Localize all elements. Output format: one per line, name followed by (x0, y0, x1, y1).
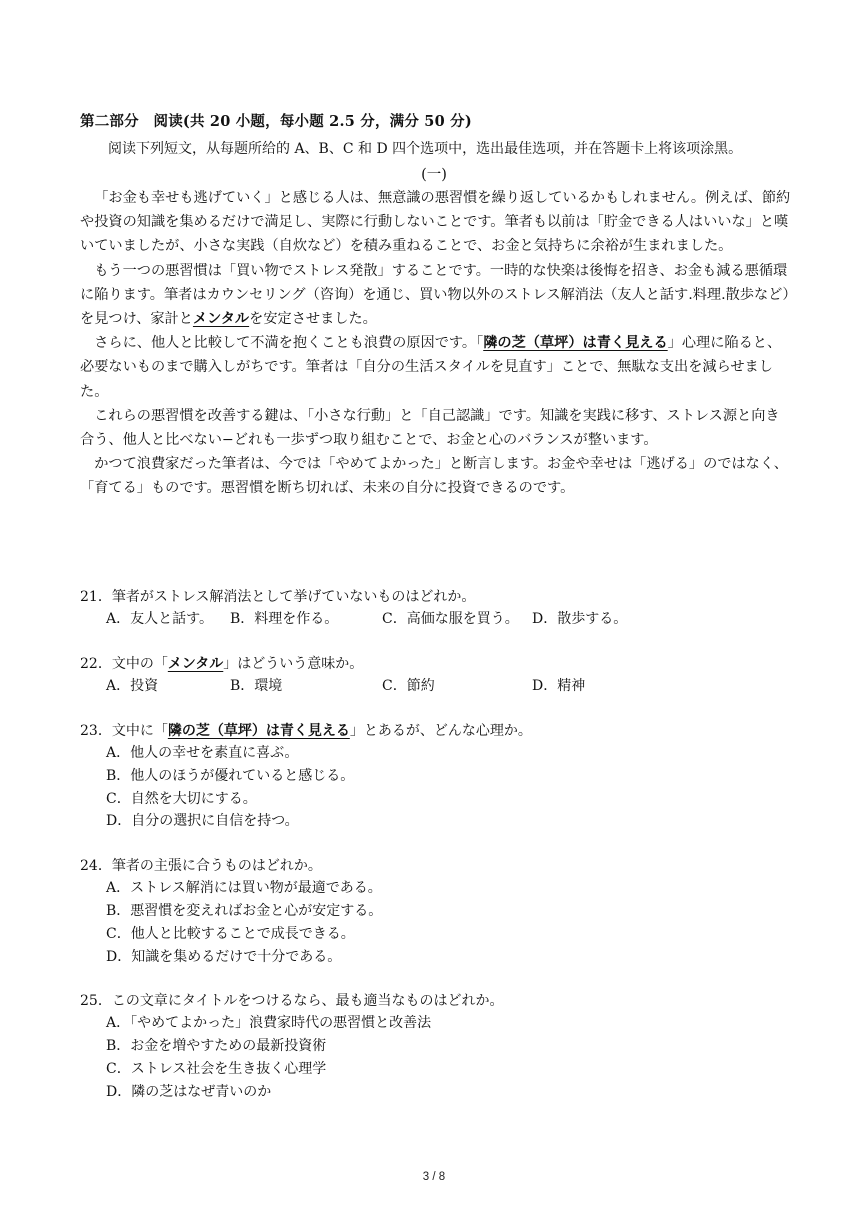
option-b: B．悪習慣を変えればお金と心が安定する。 (106, 902, 383, 919)
option-a: A．友人と話す。 (106, 611, 213, 627)
question-22 (80, 653, 792, 698)
option-a: A．投資 (106, 678, 159, 694)
underlined-term-mental: メンタル (167, 656, 224, 672)
option-c: C．ストレス社会を生き抜く心理学 (106, 1060, 327, 1077)
question-stem: 24．筆者の主張に合うものはどれか。 (80, 858, 322, 875)
stem-text: 22．文中の「 (80, 656, 168, 672)
page-number: 3 / 8 (422, 1171, 446, 1183)
question-21 (80, 586, 792, 631)
underlined-term-idiom: 隣の芝（草坪）は青く見える (167, 723, 350, 739)
question-25 (80, 990, 792, 1103)
paragraph-text: 」心理に陥ると、必要ないものまで購入しがちです。筆者は「自分の生活スタイルを見直す」ことで、無駄な支出を減らせました。 (80, 335, 782, 400)
option-c: C．節約 (382, 678, 435, 694)
option-d: D．隣の芝はなぜ青いのか (106, 1083, 272, 1100)
underlined-term-idiom: 隣の芝（草坪）は青く見える (483, 335, 668, 352)
underlined-term-mental: メンタル (192, 311, 250, 328)
stem-text: 23．文中に「 (80, 723, 168, 739)
question-options (80, 742, 792, 833)
option-b: B．他人のほうが優れていると感じる。 (106, 767, 355, 784)
passage-paragraph-5: かつて浪費家だった筆者は、今では「やめてよかった」と断言します。お金や幸せは「逃げる」のではなく、「育てる」ものです。悪習慣を断ち切れば、未来の自分に投資できるのです。 (80, 456, 788, 497)
reading-passage (80, 186, 792, 501)
question-list (80, 586, 792, 1126)
option-a: A．ストレス解消には買い物が最適である。 (106, 880, 382, 897)
reading-instructions: 阅读下列短文，从每题所给的 A、B、C 和 D 四个选项中，选出最佳选项，并在答题卡上将该项涂黑。 (108, 141, 743, 157)
paragraph-text: もう一つの悪習慣は「買い物でストレス発散」することです。一時的な快楽は後悔を招き、お金も減る悪循環に陥ります。筆者はカウンセリング（咨询）を通じ、買い物以外のストレス解消法（友人と話す.料理.散歩など）を見つけ、家計と (80, 262, 790, 328)
option-d: D．自分の選択に自信を持つ。 (106, 813, 299, 830)
option-c: C．他人と比較することで成長できる。 (106, 925, 355, 942)
section-title: 第二部分 阅读(共 20 小题，每小题 2.5 分，满分 50 分) (80, 113, 472, 130)
option-a: A．「やめてよかった」浪費家時代の悪習慣と改善法 (106, 1015, 432, 1032)
question-options (80, 877, 792, 968)
stem-text: 」はどういう意味か。 (223, 656, 364, 672)
passage-number: (一) (421, 167, 447, 183)
paragraph-text: さらに、他人と比較して不満を抱くことも浪費の原因です。「 (94, 335, 484, 352)
option-c: C．自然を大切にする。 (106, 790, 257, 807)
option-d: D．散歩する。 (532, 611, 628, 627)
passage-paragraph-2 (80, 259, 792, 332)
question-24 (80, 855, 792, 968)
stem-text: 」とあるが、どんな心理か。 (349, 723, 532, 739)
paragraph-text: を安定させました。 (249, 311, 377, 328)
question-stem (80, 720, 792, 742)
option-d: D．精神 (532, 678, 586, 694)
question-options (80, 1012, 792, 1103)
passage-paragraph-3 (80, 331, 792, 404)
passage-paragraph-1: 「お金も幸せも逃げていく」と感じる人は、無意識の悪習慣を繰り返しているかもしれません。例えば、節約や投資の知識を集めるだけで満足し、実際に行動しないことです。筆者も以前は「貯金できる人はいいな」と嘆いていましたが、小さな実践（自炊など）を積み重ねることで、お金と気持ちに余裕が生まれました。 (80, 190, 791, 255)
option-b: B．環境 (230, 678, 283, 694)
question-options (80, 608, 792, 631)
question-23 (80, 720, 792, 833)
option-d: D．知識を集めるだけで十分である。 (106, 948, 342, 965)
question-stem: 25．この文章にタイトルをつけるなら、最も適当なものはどれか。 (80, 993, 504, 1010)
question-options (80, 675, 792, 698)
question-stem: 21．筆者がストレス解消法として挙げていないものはどれか。 (80, 589, 476, 605)
passage-paragraph-4: これらの悪習慣を改善する鍵は、「小さな行動」と「自己認識」です。知識を実践に移す、ストレス源と向き合う、他人と比べない−どれも一歩ずつ取り組むことで、お金と心のバランスが整います。 (80, 407, 780, 449)
option-b: B．料理を作る。 (230, 611, 339, 627)
option-a: A．他人の幸せを素直に喜ぶ。 (106, 745, 299, 761)
option-b: B．お金を増やすための最新投資術 (106, 1038, 327, 1055)
question-stem (80, 653, 792, 675)
option-c: C．高価な服を買う。 (382, 611, 519, 627)
